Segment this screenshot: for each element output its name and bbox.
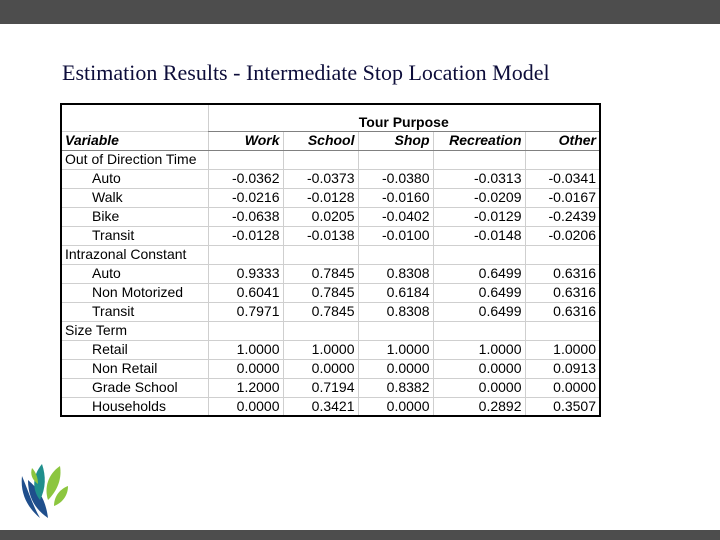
value-cell: -0.0380 [358, 169, 433, 188]
section-empty-cell [208, 150, 283, 169]
value-cell: 0.6316 [525, 302, 600, 321]
row-label: Grade School [61, 378, 208, 397]
value-cell: -0.0341 [525, 169, 600, 188]
group-header-row [61, 104, 600, 131]
row-label: Non Retail [61, 359, 208, 378]
section-empty-cell [283, 150, 358, 169]
value-cell: -0.0100 [358, 226, 433, 245]
value-cell: -0.0402 [358, 207, 433, 226]
value-cell: 1.0000 [525, 340, 600, 359]
value-cell: 1.0000 [208, 340, 283, 359]
row-label: Retail [61, 340, 208, 359]
value-cell: -0.0362 [208, 169, 283, 188]
table-row [61, 378, 600, 397]
value-cell: 0.6316 [525, 264, 600, 283]
section-empty-cell [525, 245, 600, 264]
value-cell: -0.0373 [283, 169, 358, 188]
value-cell: -0.2439 [525, 207, 600, 226]
row-label: Transit [61, 226, 208, 245]
value-cell: -0.0216 [208, 188, 283, 207]
value-cell: 0.0913 [525, 359, 600, 378]
value-cell: -0.0638 [208, 207, 283, 226]
section-empty-cell [433, 150, 525, 169]
value-cell: 1.0000 [433, 340, 525, 359]
estimation-results-table [60, 103, 601, 417]
value-cell: 0.7194 [283, 378, 358, 397]
value-cell: 0.6041 [208, 283, 283, 302]
slide-title: Estimation Results - Intermediate Stop Location Model [62, 60, 550, 85]
value-cell: 0.7845 [283, 264, 358, 283]
value-cell: -0.0128 [208, 226, 283, 245]
value-cell: -0.0313 [433, 169, 525, 188]
value-cell: 0.6499 [433, 264, 525, 283]
table-row [61, 207, 600, 226]
tour-purpose-header: Tour Purpose [208, 104, 600, 131]
group-header-blank [61, 104, 208, 131]
value-cell: 0.6499 [433, 283, 525, 302]
row-label: Walk [61, 188, 208, 207]
table-row [61, 226, 600, 245]
value-cell: 1.0000 [358, 340, 433, 359]
value-cell: 0.3507 [525, 397, 600, 416]
value-cell: -0.0160 [358, 188, 433, 207]
table-row [61, 188, 600, 207]
column-header-other: Other [525, 131, 600, 150]
value-cell: -0.0129 [433, 207, 525, 226]
table-body [61, 150, 600, 416]
value-cell: 0.0000 [433, 378, 525, 397]
leaf-logo-icon [18, 460, 70, 520]
section-empty-cell [358, 245, 433, 264]
column-header-shop: Shop [358, 131, 433, 150]
table-row [61, 397, 600, 416]
value-cell: 0.9333 [208, 264, 283, 283]
value-cell: -0.0148 [433, 226, 525, 245]
section-empty-cell [433, 321, 525, 340]
section-empty-cell [208, 245, 283, 264]
value-cell: 0.6316 [525, 283, 600, 302]
row-label: Bike [61, 207, 208, 226]
section-empty-cell [283, 245, 358, 264]
estimation-results-table-wrapper [60, 103, 601, 417]
value-cell: -0.0167 [525, 188, 600, 207]
value-cell: -0.0206 [525, 226, 600, 245]
section-label: Out of Direction Time [61, 150, 208, 169]
column-header-row [61, 131, 600, 150]
section-empty-cell [525, 321, 600, 340]
section-row [61, 150, 600, 169]
table-row [61, 302, 600, 321]
value-cell: 0.7845 [283, 283, 358, 302]
bottom-bar [0, 530, 720, 540]
table-row [61, 340, 600, 359]
value-cell: 0.0000 [433, 359, 525, 378]
value-cell: -0.0209 [433, 188, 525, 207]
value-cell: 0.0000 [525, 378, 600, 397]
value-cell: -0.0138 [283, 226, 358, 245]
row-label: Auto [61, 169, 208, 188]
table-row [61, 264, 600, 283]
row-label: Transit [61, 302, 208, 321]
value-cell: 0.7845 [283, 302, 358, 321]
section-label: Intrazonal Constant [61, 245, 208, 264]
value-cell: 0.6184 [358, 283, 433, 302]
value-cell: -0.0128 [283, 188, 358, 207]
section-empty-cell [433, 245, 525, 264]
value-cell: 0.0000 [283, 359, 358, 378]
value-cell: 0.2892 [433, 397, 525, 416]
value-cell: 0.8382 [358, 378, 433, 397]
table-row [61, 283, 600, 302]
section-empty-cell [358, 321, 433, 340]
row-label: Auto [61, 264, 208, 283]
top-bar [0, 0, 720, 24]
column-header-school: School [283, 131, 358, 150]
column-header-work: Work [208, 131, 283, 150]
value-cell: 0.3421 [283, 397, 358, 416]
row-label: Households [61, 397, 208, 416]
section-label: Size Term [61, 321, 208, 340]
section-empty-cell [358, 150, 433, 169]
value-cell: 0.0205 [283, 207, 358, 226]
table-row [61, 359, 600, 378]
value-cell: 0.6499 [433, 302, 525, 321]
value-cell: 1.2000 [208, 378, 283, 397]
value-cell: 1.0000 [283, 340, 358, 359]
value-cell: 0.8308 [358, 264, 433, 283]
value-cell: 0.0000 [358, 397, 433, 416]
table-row [61, 169, 600, 188]
section-row [61, 321, 600, 340]
value-cell: 0.0000 [358, 359, 433, 378]
value-cell: 0.8308 [358, 302, 433, 321]
section-row [61, 245, 600, 264]
value-cell: 0.0000 [208, 397, 283, 416]
section-empty-cell [283, 321, 358, 340]
value-cell: 0.7971 [208, 302, 283, 321]
row-label: Non Motorized [61, 283, 208, 302]
value-cell: 0.0000 [208, 359, 283, 378]
section-empty-cell [525, 150, 600, 169]
column-header-variable: Variable [61, 131, 208, 150]
column-header-recreation: Recreation [433, 131, 525, 150]
section-empty-cell [208, 321, 283, 340]
